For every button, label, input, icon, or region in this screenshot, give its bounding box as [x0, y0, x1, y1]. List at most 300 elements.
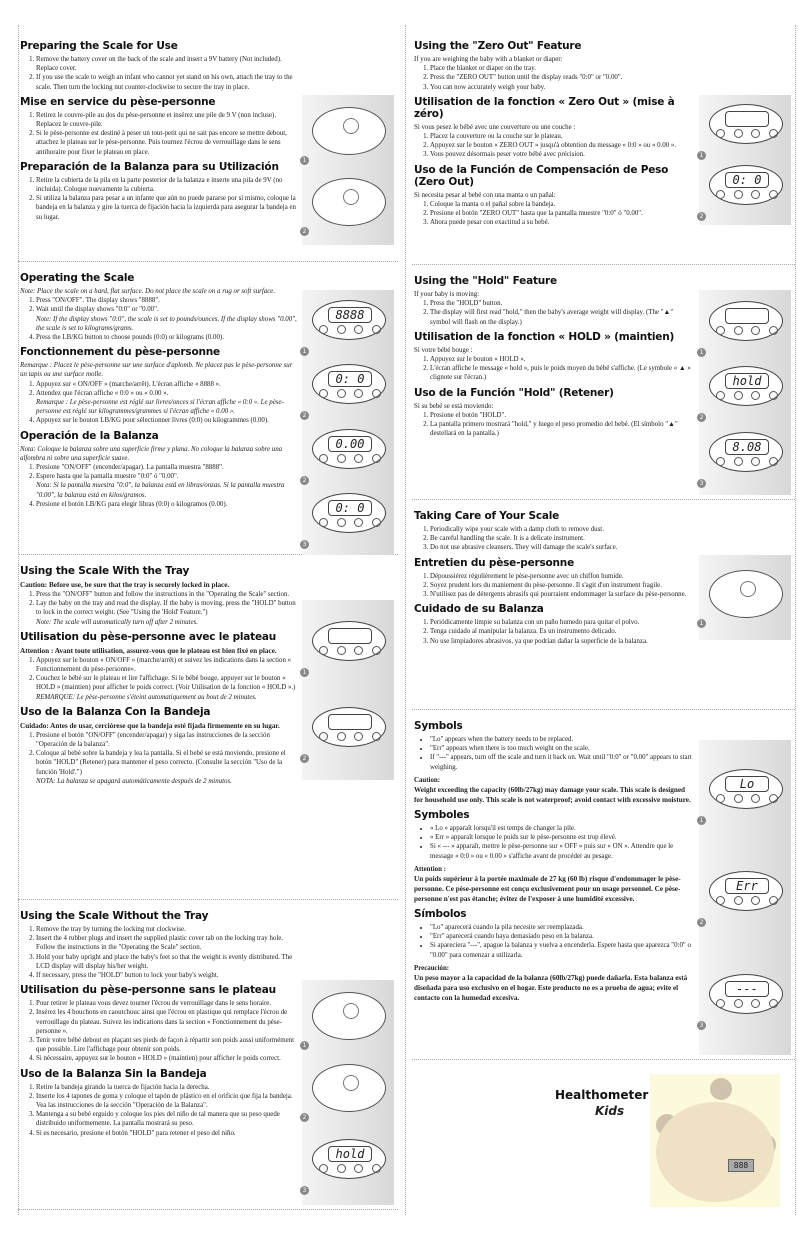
- list-item: 1. Appuyez sur le bouton « ON/OFF » (marche/arrêt) et suivez les indications dans la section « Fonctionnement du pèse-personne».: [36, 656, 298, 674]
- step-number-badge: 3: [300, 1186, 309, 1195]
- buttons-row: [716, 794, 778, 803]
- list-item: 3. Vous pouvez désormais peser votre bébé avec précision.: [430, 150, 692, 159]
- list-item: Note: The scale will automatically turn off after 2 minutes.: [36, 618, 198, 626]
- illustration-strip: [302, 95, 394, 245]
- left-column: [18, 30, 398, 1210]
- scale-display-panel: [312, 493, 386, 533]
- buttons-row: [319, 732, 381, 741]
- buttons-row: [716, 457, 778, 466]
- button-icon: [319, 389, 328, 398]
- list-item: 4. Press the LB/KG button to choose pounds (0:0) or kilograms (0.00).: [36, 333, 298, 342]
- step-number-badge: 3: [300, 540, 309, 549]
- button-icon: [319, 454, 328, 463]
- scale-display-panel: [709, 871, 783, 911]
- button-icon: [337, 1164, 346, 1173]
- section: [18, 900, 398, 1210]
- button-icon: [319, 646, 328, 655]
- scale-display-panel: [312, 621, 386, 661]
- step-number-badge: 2: [300, 754, 309, 763]
- scale-display-panel: [709, 432, 783, 472]
- section-text: [414, 710, 692, 1003]
- button-icon: [716, 129, 725, 138]
- button-icon: [372, 732, 381, 741]
- instruction-list: [20, 656, 298, 702]
- list-item: 2. Couchez le bébé sur le plateau et lire l'affichage. Si le bébé bouge, appuyer sur le bouton « HOLD » (maintien) pour afficher le poids correct. (Voir Utilisation de la fonction « HOLD ».): [36, 674, 298, 692]
- buttons-row: [319, 1164, 381, 1173]
- display-illustration: [699, 867, 791, 927]
- section-heading: Cuidado de su Balanza: [414, 603, 544, 616]
- instruction-list: [414, 525, 692, 553]
- button-icon: [751, 190, 760, 199]
- list-item: 1. Periodically wipe your scale with a damp cloth to remove dust.: [430, 525, 692, 534]
- instruction-list: [414, 572, 692, 600]
- button-icon: [734, 326, 743, 335]
- buttons-row: [716, 999, 778, 1008]
- button-icon: [716, 190, 725, 199]
- note-text: Nota: Coloque la balanza sobre una superficie firme y plana. No coloque la balanza sobre una alfombra ni sobre una superficie suave.: [20, 445, 283, 462]
- list-item: 1. Press the "ON/OFF" button and follow the instructions in the "Operating the Scale" section.: [36, 590, 298, 599]
- instruction-list: [20, 176, 298, 222]
- section-heading: Uso de la Función de Compensación de Peso (Zero Out): [414, 163, 669, 188]
- list-item: 1. Appuyez sur « ON/OFF » (marche/arrêt). L'écran affiche « 8888 ».: [36, 380, 298, 389]
- button-icon: [716, 326, 725, 335]
- list-item: 4. Si nécessaire, appuyez sur le bouton « HOLD » (maintien) pour afficher le poids correct.: [36, 1054, 298, 1063]
- button-icon: [751, 999, 760, 1008]
- instruction-list: [414, 132, 692, 160]
- button-icon: [354, 454, 363, 463]
- bullet-item: • "Err" aparecerá cuando haya demasiado peso en la balanza.: [430, 932, 692, 941]
- scale-display-panel: [312, 1139, 386, 1179]
- section: [412, 30, 795, 265]
- caution-label: Attention :: [414, 865, 446, 873]
- button-icon: [769, 190, 778, 199]
- button-icon: [716, 457, 725, 466]
- list-item: Note: If the display shows "0:0", the scale is set to pounds/ounces. If the display shows "0.00", the scale is set to kilograms/grams.: [36, 315, 297, 332]
- scale-display: 888: [728, 1159, 754, 1172]
- list-item: 3. Ahora puede pesar con exactitud a su bebé.: [430, 218, 692, 227]
- button-icon: [354, 732, 363, 741]
- section-heading: Using the "Hold" Feature: [414, 275, 557, 287]
- instruction-list: [20, 296, 298, 342]
- button-icon: [734, 457, 743, 466]
- buttons-row: [716, 896, 778, 905]
- intro-text: Si vous pesez le bébé avec une couverture ou une couche :: [414, 123, 576, 131]
- brand-sub-logo: Kids: [595, 1104, 625, 1118]
- button-icon: [769, 129, 778, 138]
- list-item: 1. Pour retirer le plateau vous devez tourner l'écrou de verrouillage dans le sens horaire.: [36, 999, 298, 1008]
- button-icon: [337, 646, 346, 655]
- button-icon: [716, 999, 725, 1008]
- list-item: 1. Presione el botón "ON/OFF" (encender/apagar) y siga las instrucciones de la sección "Operación de la balanza".: [36, 731, 298, 749]
- button-icon: [372, 518, 381, 527]
- bullet-item: • « Err » apparaît lorsque le poids sur le pèse-personne est trop élevé.: [430, 833, 692, 842]
- section-heading: Uso de la Balanza Sin la Bandeja: [20, 1067, 207, 1080]
- scale-display-panel: [709, 366, 783, 406]
- lcd-readout: 8888: [328, 307, 372, 323]
- scale-illustration: [302, 990, 394, 1050]
- list-item: 3. No use limpiadores abrasivos, ya que podrían dañar la superficie de la balanza.: [430, 637, 692, 646]
- section-heading: Preparación de la Balanza para su Utilización: [20, 160, 279, 173]
- step-number-badge: 2: [697, 212, 706, 221]
- button-icon: [337, 454, 346, 463]
- list-item: 2. Si le pèse-personne est destiné à peser un tout-petit qui ne sait pas encore se mettre debout, attachez le plateau sur le pèse-personne. Puis tournez l'écrou de verrouillage dans le sens antihoraire pour fixer le plateau en place.: [36, 129, 298, 157]
- section: [412, 265, 795, 500]
- scale-drawing: [312, 1064, 386, 1112]
- list-item: 2. Coloque al bebé sobre la bandeja y lea la pantalla. Si el bebé se está moviendo, presione el botón "HOLD" (Retener) para mantener el peso correcto. (Consulte la sección "Uso de la función 'Hold'."): [36, 749, 298, 777]
- list-item: 1. Remove the tray by turning the locking nut clockwise.: [36, 925, 298, 934]
- section-heading: Utilisation du pèse-personne avec le plateau: [20, 630, 277, 643]
- illustration-strip: [699, 290, 791, 495]
- scale-illustration: [302, 1062, 394, 1122]
- button-icon: [734, 190, 743, 199]
- list-item: 4. Si es necesario, presione el botón "HOLD" para retener el peso del niño.: [36, 1129, 298, 1138]
- caution-text: Attention : Avant toute utilisation, assurez-vous que le plateau est bien fixé en place.: [20, 646, 277, 655]
- instruction-list: [20, 1083, 298, 1138]
- section-heading: Preparing the Scale for Use: [20, 40, 178, 52]
- list-item: 3. Tenir votre bébé debout en plaçant ses pieds de façon à répartir son poids aussi uniformément que possible. Lire l'affichage pour obtenir son poids.: [36, 1036, 298, 1054]
- list-item: 1. Retire la bandeja girando la tuerca de fijación hacia la derecha.: [36, 1083, 298, 1092]
- caution-text: Cuidado: Antes de usar, cerciórese que la bandeja esté fijada firmemente en su lugar.: [20, 721, 280, 730]
- button-icon: [716, 896, 725, 905]
- list-item: 2. Press the "ZERO OUT" button until the display reads "0:0" or "0.00".: [430, 73, 692, 82]
- list-item: 2. La pantalla primero mostrará "hold," y luego el peso promedio del bebé. (El símbolo "▲" destellará en la pantalla.): [430, 420, 692, 438]
- list-item: 2. Lay the baby on the tray and read the display. If the baby is moving, press the "HOLD" button to lock in the correct weight. (See "Using the 'Hold' Feature."): [36, 599, 298, 617]
- step-number-badge: 2: [300, 1113, 309, 1122]
- step-number-badge: 1: [697, 151, 706, 160]
- column-divider: [405, 25, 406, 1215]
- lcd-readout: 0: 0: [328, 500, 372, 516]
- scale-display-panel: [312, 364, 386, 404]
- button-icon: [372, 1164, 381, 1173]
- button-icon: [751, 457, 760, 466]
- display-illustration: [699, 100, 791, 160]
- lcd-readout: 0: 0: [328, 371, 372, 387]
- section-heading: Uso de la Función "Hold" (Retener): [414, 386, 614, 399]
- button-icon: [319, 518, 328, 527]
- section-heading: Utilisation de la fonction « Zero Out » (mise à zéro): [414, 95, 675, 120]
- lcd-readout: [328, 714, 372, 730]
- intro-text: Si necesita pesar al bebé con una manta o un pañal:: [414, 191, 556, 199]
- section-text: [414, 500, 692, 646]
- list-item: 2. Espere hasta que la pantalla muestre "0:0" ó "0.00".: [36, 472, 298, 481]
- lcd-readout: ---: [725, 981, 769, 997]
- intro-text: If your baby is moving:: [414, 291, 480, 298]
- lcd-readout: hold: [328, 1146, 372, 1162]
- step-number-badge: 1: [697, 348, 706, 357]
- section-heading: Operating the Scale: [20, 272, 135, 284]
- section-heading: Fonctionnement du pèse-personne: [20, 346, 220, 359]
- section-text: [20, 555, 298, 786]
- illustration-strip: [302, 290, 394, 555]
- button-icon: [319, 1164, 328, 1173]
- section-heading: Entretien du pèse-personne: [414, 556, 575, 569]
- section: [18, 555, 398, 900]
- display-illustration: [302, 617, 394, 677]
- instruction-list: [414, 618, 692, 646]
- display-illustration: [699, 970, 791, 1030]
- caution-label: Precaución:: [414, 964, 450, 972]
- section: [412, 710, 795, 1060]
- button-icon: [337, 325, 346, 334]
- step-number-badge: 1: [300, 668, 309, 677]
- button-icon: [372, 454, 381, 463]
- display-illustration: [302, 425, 394, 485]
- scale-drawing: [312, 992, 386, 1040]
- caution-text: Un poids supérieur à la portée maximale de 27 kg (60 lb) risque d'endommager le pèse-personne. Ce pèse-personne est conçu exclusivement pour un usage personnel. Ce pèse-personne n'est pas étanche; évitez de l'exposer à une humidité excessive.: [414, 875, 681, 904]
- section-heading: Símbolos: [414, 908, 467, 921]
- display-illustration: [699, 428, 791, 488]
- lcd-readout: hold: [725, 373, 769, 389]
- section-heading: Symboles: [414, 809, 470, 822]
- scale-display-panel: [709, 301, 783, 341]
- instruction-list: [414, 64, 692, 92]
- caution-text: Weight exceeding the capacity (60lb/27kg) may damage your scale. This scale is designed for household use only. This scale is not waterproof; avoid contact with excessive moisture.: [414, 786, 691, 805]
- lcd-readout: Err: [725, 878, 769, 894]
- instruction-list: [20, 731, 298, 786]
- display-illustration: [302, 360, 394, 420]
- section-heading: Symbols: [414, 720, 463, 732]
- display-illustration: [699, 362, 791, 422]
- brand-logo: Healthometer: [555, 1088, 649, 1102]
- scale-display-panel: [709, 165, 783, 205]
- button-icon: [734, 896, 743, 905]
- list-item: 1. Placez la couverture ou la couche sur le plateau.: [430, 132, 692, 141]
- bullet-item: • "Err" appears when there is too much weight on the scale.: [430, 744, 692, 753]
- bullet-item: • "Lo" aparecerá cuando la pila necesite ser reemplazada.: [430, 923, 692, 932]
- list-item: 2. Insert the 4 rubber plugs and insert the supplied plastic cover tab on the locking tray hole. Follow the instructions in the "Operating the Scale" section.: [36, 934, 298, 952]
- caution-text: Caution: Before use, be sure that the tray is securely locked in place.: [20, 581, 230, 589]
- display-illustration: [699, 765, 791, 825]
- section-text: [20, 262, 298, 509]
- button-icon: [769, 457, 778, 466]
- instruction-list: [20, 925, 298, 980]
- section-heading: Mise en service du pèse-personne: [20, 95, 216, 108]
- list-item: 1. Place the blanket or diaper on the tray.: [430, 64, 692, 73]
- list-item: 4. Presione el botón LB/KG para elegir libras (0:0) o kilogramos (0.00).: [36, 500, 298, 509]
- section-heading: Taking Care of Your Scale: [414, 510, 560, 522]
- button-icon: [734, 391, 743, 400]
- section: [412, 500, 795, 710]
- lcd-readout: 8.08: [725, 439, 769, 455]
- buttons-row: [319, 389, 381, 398]
- list-item: 1. Remove the battery cover on the back of the scale and insert a 9V battery (Not included). Replace cover.: [36, 55, 298, 73]
- list-item: 2. Tenga cuidado al manipular la balanza. Es un instrumento delicado.: [430, 627, 692, 636]
- list-item: 3. Hold your baby upright and place the baby's feet so that the weight is evenly distributed. The LCD display will display his/her weight.: [36, 953, 298, 971]
- list-item: 3. N'utilisez pas de détergents abrasifs qui pourraient endommager la surface du pèse-personne.: [430, 590, 692, 599]
- button-icon: [716, 794, 725, 803]
- buttons-row: [716, 129, 778, 138]
- bullet-item: • Si « --- » apparaît, mettre le pèse-personne sur « OFF » puis sur « ON ». Attendre que le message « 0:0 » ou « 0.00 » s'affiche avant de procéder au pesage.: [430, 842, 692, 860]
- button-icon: [337, 732, 346, 741]
- scale-drawing: [312, 107, 386, 155]
- instruction-list: [20, 111, 298, 157]
- step-number-badge: 1: [300, 156, 309, 165]
- list-item: 2. Soyez prudent lors du maniement du pèse-personne. Il s'agit d'un instrument fragile.: [430, 581, 692, 590]
- lcd-readout: [328, 628, 372, 644]
- scale-display-panel: [709, 974, 783, 1014]
- bullet-item: • "Lo" appears when the battery needs to be replaced.: [430, 735, 692, 744]
- list-item: 2. L'écran affiche le message « hold », puis le poids moyen du bébé s'affiche. (Le symbole « ▲ » clignote sur l'écran.): [430, 364, 692, 382]
- list-item: Remarque : Le pèse-personne est réglé sur livres/onces si l'écran affiche « 0:0 ». Le pèse-personne est réglé sur kilogrammes/grammes si l'écran affiche « 0.00 ».: [36, 399, 284, 416]
- list-item: 1. Appuyez sur le bouton « HOLD ».: [430, 355, 692, 364]
- section-heading: Using the Scale With the Tray: [20, 565, 190, 577]
- scale-display-panel: [709, 104, 783, 144]
- step-number-badge: 2: [697, 918, 706, 927]
- buttons-row: [319, 518, 381, 527]
- note-text: Note: Place the scale on a hard, flat surface. Do not place the scale on a rug or soft surface.: [20, 288, 276, 295]
- product-logo-area: [555, 1068, 795, 1213]
- step-number-badge: 3: [697, 479, 706, 488]
- product-photo: [650, 1074, 780, 1207]
- section: [18, 30, 398, 262]
- scale-illustration: [699, 568, 791, 628]
- list-item: 3. Do not use abrasive cleansers. They will damage the scale's surface.: [430, 543, 692, 552]
- illustration-strip: [699, 555, 791, 640]
- display-illustration: [302, 1135, 394, 1195]
- list-item: 2. If you use the scale to weigh an infant who cannot yet stand on his own, attach the tray to the scale. Then turn the locking nut counter-clockwise to secure the tray in place.: [36, 73, 298, 91]
- buttons-row: [716, 190, 778, 199]
- button-icon: [354, 518, 363, 527]
- instruction-list: [20, 463, 298, 509]
- caution-label: Caution:: [414, 776, 441, 784]
- section-text: [414, 30, 692, 227]
- section-heading: Operación de la Balanza: [20, 429, 159, 442]
- list-item: 3. Mantenga a su bebé erguido y coloque los pies del niño de tal manera que su peso quede distribuido uniformemente. La pantalla mostrará su peso.: [36, 1110, 298, 1128]
- instruction-list: [414, 355, 692, 383]
- list-item: 2. Be careful handling the scale. It is a delicate instrument.: [430, 534, 692, 543]
- lcd-readout: Lo: [725, 776, 769, 792]
- button-icon: [354, 646, 363, 655]
- symbol-list: [414, 824, 692, 861]
- buttons-row: [716, 326, 778, 335]
- scale-drawing: [709, 570, 783, 618]
- buttons-row: [319, 325, 381, 334]
- button-icon: [769, 794, 778, 803]
- button-icon: [319, 325, 328, 334]
- button-icon: [769, 999, 778, 1008]
- instruction-list: [20, 590, 298, 627]
- buttons-row: [319, 646, 381, 655]
- button-icon: [354, 1164, 363, 1173]
- right-column: [412, 30, 795, 1213]
- button-icon: [372, 646, 381, 655]
- step-number-badge: 1: [300, 1041, 309, 1050]
- display-illustration: [302, 489, 394, 549]
- display-illustration: [302, 296, 394, 356]
- section: [18, 262, 398, 555]
- scale-display-panel: [709, 769, 783, 809]
- list-item: 1. Coloque la manta o el pañal sobre la bandeja.: [430, 200, 692, 209]
- button-icon: [372, 325, 381, 334]
- button-icon: [734, 129, 743, 138]
- bullet-item: • « Lo » apparaît lorsqu'il est temps de changer la pile.: [430, 824, 692, 833]
- instruction-list: [414, 200, 692, 228]
- intro-text: Si su bebé se está moviendo:: [414, 402, 494, 410]
- section-heading: Uso de la Balanza Con la Bandeja: [20, 705, 211, 718]
- scale-display-panel: [312, 300, 386, 340]
- step-number-badge: 2: [300, 476, 309, 485]
- list-item: 2. The display will first read "hold," then the baby's average weight will display. (The "▲" symbol will flash on the display.): [430, 308, 692, 326]
- caution-text: Un peso mayor a la capacidad de la balanza (60lb/27kg) puede dañarla. Esta balanza está diseñada para uso exclusivo en el hogar. Este producto no es a prueba de agua; evite el contacto con la humedad excesiva.: [414, 974, 688, 1003]
- button-icon: [751, 794, 760, 803]
- scale-display-panel: [312, 429, 386, 469]
- illustration-strip: [699, 95, 791, 225]
- list-item: 1. Press the "HOLD" button.: [430, 299, 692, 308]
- section-heading: Utilisation du pèse-personne sans le plateau: [20, 984, 276, 997]
- button-icon: [769, 896, 778, 905]
- section-heading: Using the Scale Without the Tray: [20, 910, 209, 922]
- display-illustration: [699, 297, 791, 357]
- lcd-readout: 0: 0: [725, 172, 769, 188]
- section-text: [20, 30, 298, 222]
- instruction-list: [414, 411, 692, 439]
- button-icon: [751, 391, 760, 400]
- list-item: NOTA: La balanza se apagará automáticamente después de 2 minutos.: [36, 777, 232, 785]
- button-icon: [769, 391, 778, 400]
- list-item: Nota: Si la pantalla muestra "0:0", la balanza está en libras/onzas. Si la pantalla muestra "0.00", la balanza está en kilos/gramos.: [36, 482, 285, 499]
- illustration-strip: [699, 740, 791, 1055]
- page-edge-right: [795, 25, 796, 1215]
- list-item: 2. Attendez que l'écran affiche « 0:0 » ou « 0.00 ».: [36, 389, 298, 398]
- instruction-list: [20, 999, 298, 1063]
- lcd-readout: 0.00: [328, 436, 372, 452]
- button-icon: [751, 129, 760, 138]
- button-icon: [734, 999, 743, 1008]
- list-item: 4. Appuyez sur le bouton LB/KG pour sélectionner livres (0:0) ou kilogrammes (0.00).: [36, 416, 298, 425]
- bullet-item: • If "---" appears, turn off the scale and turn it back on. Wait until "0:0" or "0.00" appears to start weighing.: [430, 753, 692, 771]
- section-heading: Utilisation de la fonction « HOLD » (maintien): [414, 330, 675, 343]
- button-icon: [354, 325, 363, 334]
- display-illustration: [699, 161, 791, 221]
- button-icon: [319, 732, 328, 741]
- list-item: 1. Presione el botón "HOLD".: [430, 411, 692, 420]
- instruction-list: [20, 380, 298, 426]
- list-item: 2. Presione el botón "ZERO OUT" hasta que la pantalla muestre "0:0" ó "0.00".: [430, 209, 692, 218]
- scale-display-panel: [312, 707, 386, 747]
- button-icon: [337, 518, 346, 527]
- display-illustration: [302, 703, 394, 763]
- list-item: 2. Insérez les 4 bouchons en caoutchouc ainsi que l'écrou en plastique qui remplace l'écrou de verrouillage du plateau. Suivez les indications dans la section « Fonctionnement du pèse-personne ».: [36, 1008, 298, 1036]
- symbol-list: [414, 923, 692, 960]
- list-item: 1. Retirez le couvre-pile au dos du pèse-personne et insérez une pile de 9 V (non incluse). Replacez le couvre-pile.: [36, 111, 298, 129]
- scale-body: [656, 1102, 774, 1202]
- step-number-badge: 1: [697, 619, 706, 628]
- scale-illustration: [302, 176, 394, 236]
- button-icon: [751, 326, 760, 335]
- list-item: 3. You can now accurately weigh your baby.: [430, 83, 692, 92]
- list-item: 1. Retire la cubierta de la pila en la parte posterior de la balanza e inserte una pila de 9V (no incluida). Coloque nuevamente la cubierta.: [36, 176, 298, 194]
- list-item: 2. Wait until the display shows "0:0" or "0.00".: [36, 305, 298, 314]
- step-number-badge: 2: [697, 413, 706, 422]
- illustration-strip: [302, 980, 394, 1205]
- note-text: Remarque : Placez le pèse-personne sur une surface d'aplomb. Ne placez pas le pèse-personne sur un tapis ou une surface molle.: [20, 362, 293, 379]
- list-item: 1. Presione "ON/OFF" (encender/apagar). La pantalla muestra "8888".: [36, 463, 298, 472]
- buttons-row: [716, 391, 778, 400]
- list-item: 2. Si utiliza la balanza para pesar a un infante que aún no puede pararse por sí mismo, coloque la bandeja en la balanza y gire la tuerca de fijación hacia la izquierda para asegurar la bandeja en su lugar.: [36, 194, 298, 222]
- step-number-badge: 2: [300, 411, 309, 420]
- list-item: 1. Periódicamente limpie su balanza con un paño humedo para quitar el polvo.: [430, 618, 692, 627]
- list-item: 4. If necessary, press the "HOLD" button to lock your baby's weight.: [36, 971, 298, 980]
- button-icon: [734, 794, 743, 803]
- lcd-readout: [725, 308, 769, 324]
- scale-ear: [710, 1078, 732, 1100]
- list-item: 1. Press "ON/OFF". The display shows "8888".: [36, 296, 298, 305]
- button-icon: [751, 896, 760, 905]
- scale-illustration: [302, 105, 394, 165]
- step-number-badge: 3: [697, 1021, 706, 1030]
- list-item: REMARQUE: Le pèse-personne s'éteint automatiquement au bout de 2 minutes.: [36, 693, 257, 701]
- step-number-badge: 1: [697, 816, 706, 825]
